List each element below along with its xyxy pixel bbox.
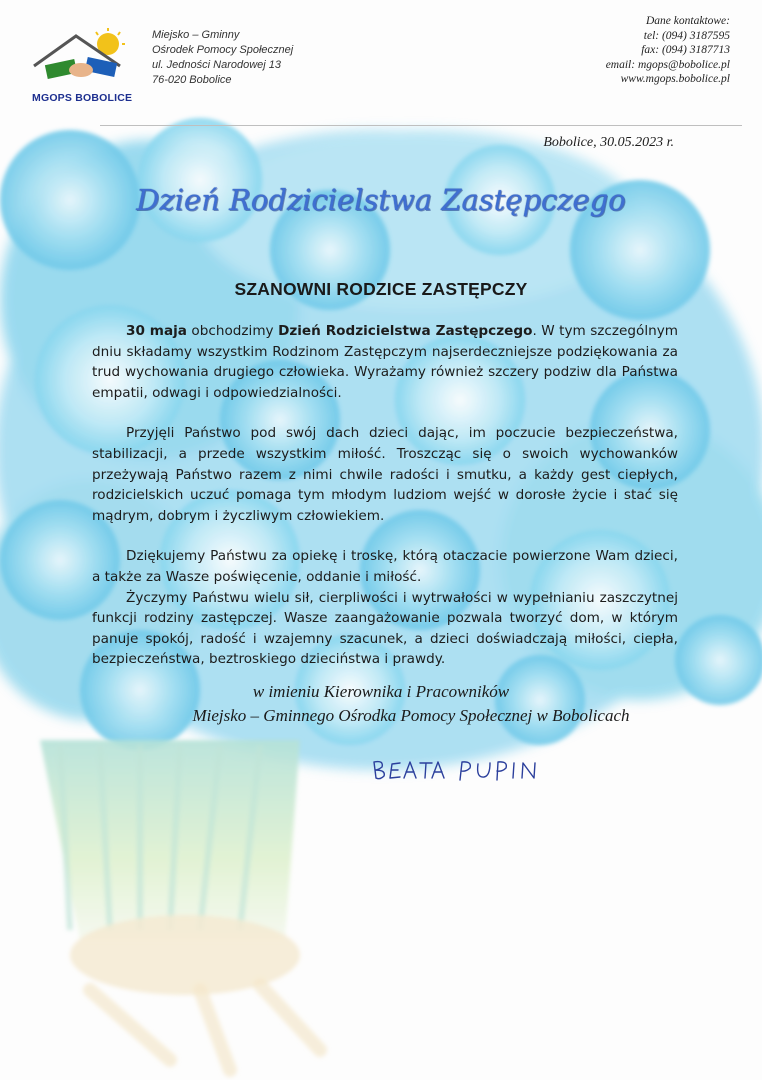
letter-body [92,321,678,670]
paragraph-2: Przyjęli Państwo pod swój dach dzieci dając, im poczucie bezpieczeństwa, stabilizacji, a przede wszystkim miłość. Troszcząc się o swoich wychowanków przeżywają Państwo razem z nimi chwile radości i smutku, a każdy gest ciepłych, rodzicielskich uczuć pomaga tym młodym ludziom wejść w dorosłe życie i stać się mądrym, dobrym i życzliwym człowiekiem. [92,425,678,524]
contact-email: email: mgops@bobolice.pl [605,58,730,71]
event-title: Dzień Rodzicielstwa Zastępczego [136,183,626,217]
contact-fax: fax: (094) 3187713 [641,44,730,57]
logo-text: MGOPS BOBOLICE [32,92,133,104]
institution-line: ul. Jedności Narodowej 13 [152,59,282,71]
institution-line: Miejsko – Gminny [152,29,240,41]
paragraph-3: Dziękujemy Państwu za opiekę i troskę, którą otaczacie powierzone Wam dzieci, a także za Wasze poświęcenie, oddanie i miłość. [92,548,678,585]
date-highlight: 30 maja [126,323,187,339]
institution-line: 76-020 Bobolice [152,74,232,86]
institution-address [152,28,293,88]
paragraph-text: . W tym szczególnym dniu składamy wszystkim Rodzinom Zastępczym najserdeczniejsze podziękowania za trud wychowania drugiego człowieka. Wyrażamy również szczery podziw dla Państwa empatii, odwagi i odpowiedzialności. [92,323,679,401]
paragraph-4: Życzymy Państwu wielu sił, cierpliwości i wytrwałości w wypełnianiu zaszczytnej funkcji rodziny zastępczej. Wasze zaangażowanie pozwala tworzyć dom, w którym panuje spokój, radość i wzajemny szacunek, a dzieci doświadczają miłości, ciepła, bezpieczeństwa, beztroskiego dzieciństwa i prawdy. [92,589,678,668]
handwritten-signature [370,750,570,790]
signoff-line-1: w imieniu Kierownika i Pracowników [252,682,510,701]
paragraph-text: obchodzimy [186,323,279,339]
salutation: SZANOWNI RODZICE ZASTĘPCZY [234,279,528,299]
house-hands-logo-icon [28,26,138,92]
mgops-logo [28,26,138,106]
header-divider [100,125,742,126]
letter-date: Bobolice, 30.05.2023 r. [543,135,674,150]
signoff [0,680,762,728]
contact-heading: Dane kontaktowe: [646,15,730,27]
contact-tel: tel: (094) 3187595 [643,29,730,42]
contact-block [606,14,730,87]
contact-website: www.mgops.bobolice.pl [620,73,730,86]
event-highlight: Dzień Rodzicielstwa Zastępczego [278,323,533,339]
institution-line: Ośrodek Pomocy Społecznej [152,44,294,56]
paragraph-1 [92,321,678,403]
signoff-line-2: Miejsko – Gminnego Ośrodka Pomocy Społecznej w Bobolicach [192,706,630,725]
